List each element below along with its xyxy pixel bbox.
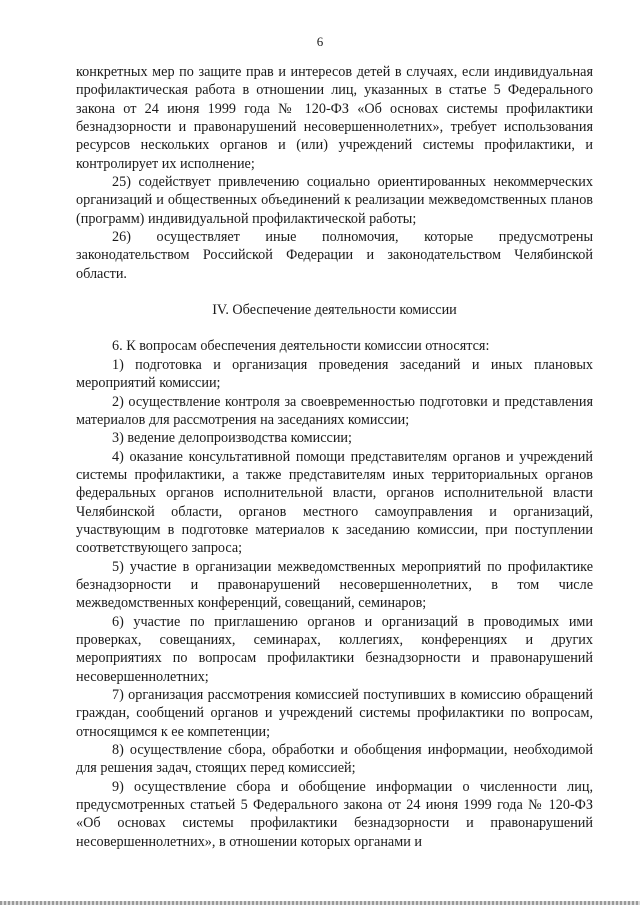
- paragraph-item-5: 5) участие в организации межведомственных мероприятий по профилактике безнадзорности и правонарушений несовершеннолетних, в том числе межведомственных конференций, совещаний, семинаров;: [76, 558, 593, 612]
- scan-edge: [0, 901, 640, 905]
- paragraph-item-1: 1) подготовка и организация проведения заседаний и иных плановых мероприятий комиссии;: [76, 356, 593, 392]
- section-heading: IV. Обеспечение деятельности комиссии: [212, 302, 457, 319]
- paragraph-item-3: 3) ведение делопроизводства комиссии;: [112, 430, 352, 447]
- paragraph-item-7: 7) организация рассмотрения комиссией поступивших в комиссию обращений граждан, сообщений органов и учреждений системы профилактики по вопросам, относящимся к ее компетенции;: [76, 687, 593, 740]
- paragraph-continuation: конкретных мер по защите прав и интересов детей в случаях, если индивидуальная профилактическая работа в отношении лиц, указанных в статье 5 Федерального закона от 24 июня 1999 года № 120-ФЗ «Об основах системы профилактики безнадзорности и правонарушений несовершеннолетних», требует использования ресурсов нескольких органов и (или) учреждений системы профилактики, и контролирует их исполнение;: [76, 64, 593, 172]
- paragraph-item-26: 26) осуществляет иные полномочия, которые предусмотрены законодательством Российской Федерации и законодательством Челябинской области.: [76, 229, 593, 282]
- paragraph-item-4: 4) оказание консультативной помощи представителям органов и учреждений системы профилактики, а также представителям иных территориальных органов федеральных органов исполнительной власти, органов исполнительной власти Челябинской области, органов местного самоуправления и организаций, участвующим в подготовке материалов к заседанию комиссии, при поступлении соответствующего запроса;: [76, 448, 593, 557]
- paragraph-item-25: 25) содействует привлечению социально ориентированных некоммерческих организаций и общественных объединений к реализации межведомственных планов (программ) индивидуальной профилактической работы;: [76, 174, 593, 227]
- document-body: [76, 63, 593, 851]
- paragraph-clause-6: 6. К вопросам обеспечения деятельности комиссии относятся:: [112, 338, 490, 355]
- paragraph-item-6: 6) участие по приглашению органов и организаций в проводимых ими проверках, совещаниях, семинарах, коллегиях, конференциях и других мероприятиях по вопросам профилактики безнадзорности и правонарушений несовершеннолетних;: [76, 613, 593, 685]
- page-number: 6: [316, 34, 324, 49]
- paragraph-item-2: 2) осуществление контроля за своевременностью подготовки и представления материалов для рассмотрения на заседаниях комиссии;: [76, 393, 593, 428]
- paragraph-item-9: 9) осуществление сбора и обобщение информации о численности лиц, предусмотренных статьей 5 Федерального закона от 24 июня 1999 года № 120-ФЗ «Об основах системы профилактики безнадзорности и правонарушений несовершеннолетних», в отношении которых органами и: [76, 778, 593, 850]
- paragraph-item-8: 8) осуществление сбора, обработки и обобщения информации, необходимой для решения задач, стоящих перед комиссией;: [76, 742, 593, 777]
